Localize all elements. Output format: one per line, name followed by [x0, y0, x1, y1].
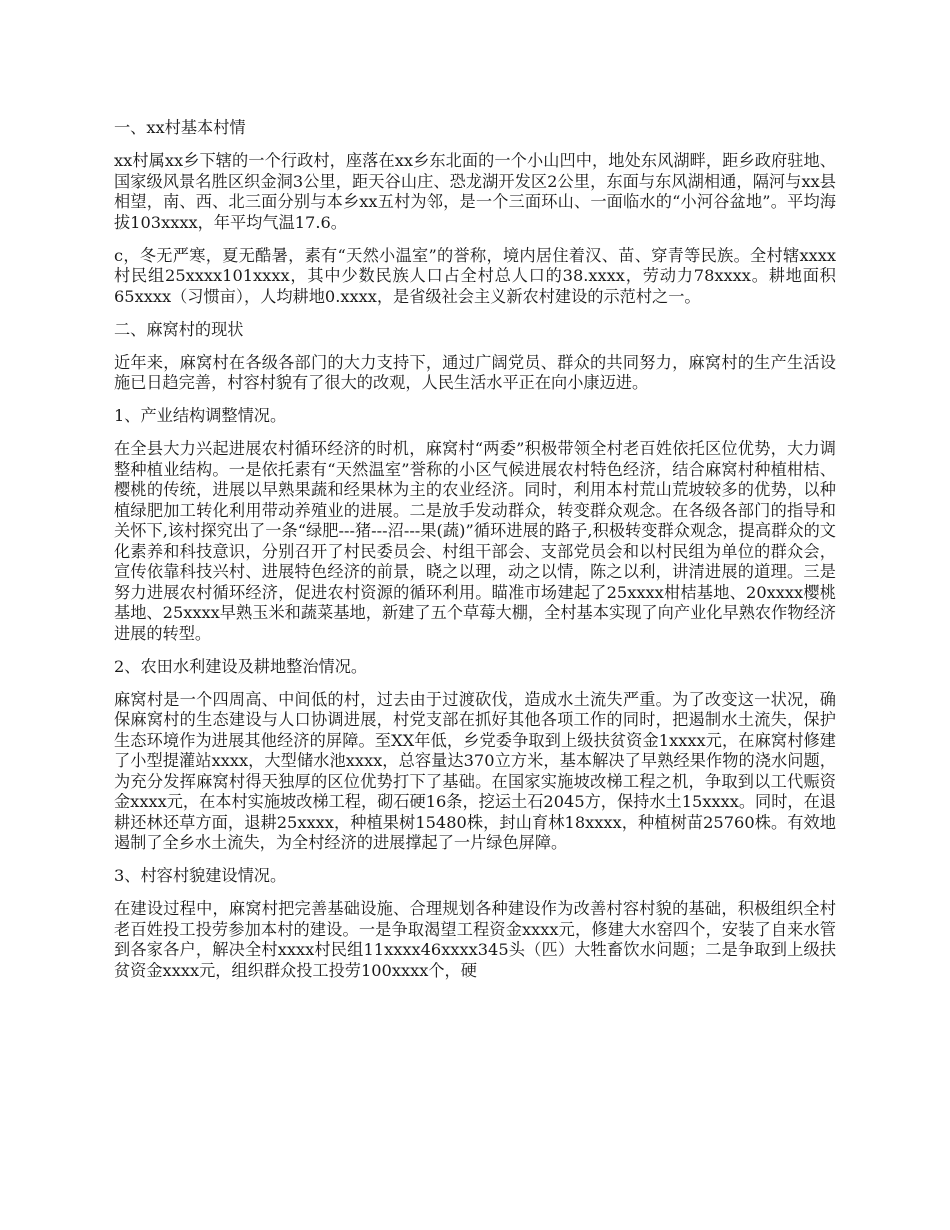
section-heading-village-basics: 一、xx村基本村情: [114, 118, 246, 137]
document-body: [114, 118, 836, 994]
paragraph-industry-structure: 在全县大力兴起进展农村循环经济的时机，麻窝村“两委”积极带领全村老百姓依托区位优势，大力调整种植业结构。一是依托素有“天然温室”誉称的小区气候进展农村特色经济，结合麻窝村种植柑桔、樱桃的传统，进展以早熟果蔬和经果林为主的农业经济。同时，利用本村荒山荒坡较多的优势，以种植绿肥加工转化利用带动养殖业的进展。二是放手发动群众，转变群众观念。在各级各部门的指导和关怀下,该村探究出了一条“绿肥---猪---沼---果(蔬)”循环进展的路子,积极转变群众观念，提高群众的文化素养和科技意识，分别召开了村民委员会、村组干部会、支部党员会和以村民组为单位的群众会，宣传依靠科技兴村、进展特色经济的前景，晓之以理，动之以情，陈之以利，讲清进展的道理。三是努力进展农村循环经济，促进农村资源的循环利用。瞄准市场建起了25xxxx柑桔基地、20xxxx樱桃基地、25xxxx早熟玉米和蔬菜基地，新建了五个草莓大棚，全村基本实现了向产业化早熟农作物经济进展的转型。: [114, 439, 836, 643]
subheading-industry-structure: 1、产业结构调整情况。: [114, 406, 287, 425]
paragraph-overview: 近年来，麻窝村在各级各部门的大力支持下，通过广阔党员、群众的共同努力，麻窝村的生产生活设施已日趋完善，村容村貌有了很大的改观，人民生活水平正在向小康迈进。: [114, 352, 836, 392]
subheading-village-appearance: 3、村容村貌建设情况。: [114, 866, 287, 885]
subheading-water-conservancy: 2、农田水利建设及耕地整治情况。: [114, 656, 368, 676]
paragraph-water-conservancy: 麻窝村是一个四周高、中间低的村，过去由于过渡砍伐，造成水土流失严重。为了改变这一状况，确保麻窝村的生态建设与人口协调进展，村党支部在抓好其他各项工作的同时，把遏制水土流失，保护生态环境作为进展其他经济的屏障。至XX年低，乡党委争取到上级扶贫资金1xxxx元，在麻窝村修建了小型提灌站xxxx，大型储水池xxxx，总容量达370立方米，基本解决了早熟经果作物的浇水问题，为充分发挥麻窝村得天独厚的区位优势打下了基础。在国家实施坡改梯工程之机，争取到以工代赈资金xxxx元，在本村实施坡改梯工程，砌石硬16条，挖运土石2045方，保持水土15xxxx。同时，在退耕还林还草方面，退耕25xxxx，种植果树15480株，封山育林18xxxx，种植树苗25760株。有效地遏制了全乡水土流失，为全村经济的进展撑起了一片绿色屏障。: [114, 689, 836, 852]
section-heading-current-status: 二、麻窝村的现状: [114, 319, 244, 339]
paragraph-location: xx村属xx乡下辖的一个行政村，座落在xx乡东北面的一个小山凹中，地处东风湖畔，距乡政府驻地、国家级风景名胜区织金洞3公里，距天谷山庄、恐龙湖开发区2公里，东面与东风湖相通，隔河与xx县相望，南、西、北三面分别与本乡xx五村为邻，是一个三面环山、一面临水的“小河谷盆地”。平均海拔103xxxx，年平均气温17.6。: [114, 151, 836, 232]
paragraph-village-appearance: 在建设过程中，麻窝村把完善基础设施、合理规划各种建设作为改善村容村貌的基础，积极组织全村老百姓投工投劳参加本村的建设。一是争取渴望工程资金xxxx元，修建大水窑四个，安装了自来水管到各家各户，解决全村xxxx村民组11xxxx46xxxx345头（匹）大牲畜饮水问题；二是争取到上级扶贫资金xxxx元，组织群众投工投劳100xxxx个，硬: [114, 899, 836, 980]
paragraph-climate-population: c，冬无严寒，夏无酷暑，素有“天然小温室”的誉称，境内居住着汉、苗、穿青等民族。全村辖xxxx村民组25xxxx101xxxx，其中少数民族人口占全村总人口的38.xxxx，劳动力78xxxx。耕地面积65xxxx（习惯亩），人均耕地0.xxxx，是省级社会主义新农村建设的示范村之一。: [114, 245, 836, 306]
